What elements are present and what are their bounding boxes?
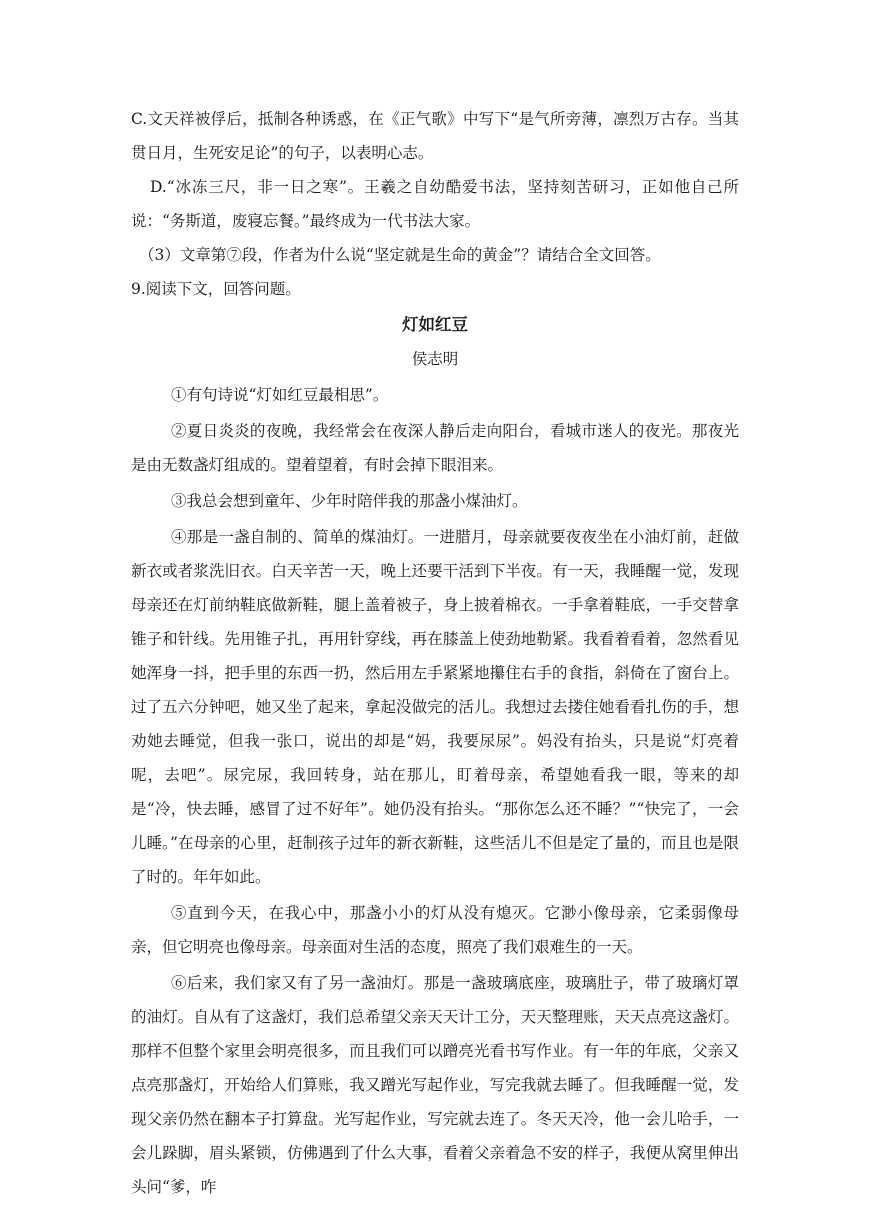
article-paragraph-4: ④那是一盏自制的、简单的煤油灯。一进腊月，母亲就要夜夜坐在小油灯前，赶做新衣或者浆洗旧衣。白天辛苦一天，晚上还要干活到下半夜。有一天，我睡醒一觉，发现母亲还在灯前纳鞋底做新鞋，腿上盖着被子，身上披着棉衣。一手拿着鞋底，一手交替拿锥子和针线。先用锥子扎，再用针穿线，再在膝盖上使劲地勒紧。我看着看着，忽然看见她浑身一抖，把手里的东西一扔，然后用左手紧紧地攥住右手的食指，斜倚在了窗台上。过了五六分钟吧，她又坐了起来，拿起没做完的活儿。我想过去搂住她看看扎伤的手，想劝她去睡觉，但我一张口，说出的却是“妈，我要尿尿”。妈没有抬头，只是说“灯亮着呢，去吧”。尿完尿，我回转身，站在那儿，盯着母亲，希望她看我一眼，等来的却是“冷，快去睡，感冒了过不好年”。她仍没有抬头。“那你怎么还不睡？”“快完了，一会儿睡。”在母亲的心里，赶制孩子过年的新衣新鞋，这些活儿不但是定了量的，而且也是限了时的。年年如此。: [131, 528, 739, 886]
article-paragraph-5: ⑤直到今天，在我心中，那盏小小的灯从没有熄灭。它渺小像母亲，它柔弱像母亲，但它明亮也像母亲。母亲面对生活的态度，照亮了我们艰难生的一天。: [131, 904, 739, 956]
option-d: D.“冰冻三尺，非一日之寒”。王羲之自幼酷爱书法，坚持刻苦研习，正如他自己所说：“务斯道，废寝忘餐。”最终成为一代书法大家。: [131, 178, 739, 230]
article-paragraph-2: ②夏日炎炎的夜晚，我经常会在夜深人静后走向阳台，看城市迷人的夜光。那夜光是由无数盏灯组成的。望着望着，有时会掉下眼泪来。: [131, 422, 739, 474]
question-9: 9.阅读下文，回答问题。: [131, 280, 301, 298]
question-3: （3）文章第⑦段，作者为什么说“坚定就是生命的黄金”？请结合全文回答。: [139, 246, 661, 264]
article-paragraph-3: ③我总会想到童年、少年时陪伴我的那盏小煤油灯。: [171, 492, 528, 510]
article-paragraph-6: ⑥后来，我们家又有了另一盏油灯。那是一盏玻璃底座，玻璃肚子，带了玻璃灯罩的油灯。自从有了这盏灯，我们总希望父亲天天计工分，天天整理账，天天点亮这盏灯。那样不但整个家里会明亮很多，而且我们可以蹭亮光看书写作业。有一年的年底，父亲又点亮那盏灯，开始给人们算账，我又蹭光写起作业，写完我就去睡了。但我睡醒一觉，发现父亲仍然在翻本子打算盘。光写起作业，写完就去连了。冬天天冷，他一会儿哈手，一会儿跺脚，眉头紧锁，仿佛遇到了什么大事，看着父亲着急不安的样子，我便从窝里伸出头问“爹，咋: [131, 974, 739, 1196]
article-paragraph-1: ①有句诗说“灯如红豆最相思”。: [171, 386, 389, 404]
document-page: [131, 102, 739, 1204]
article-author: 侯志明: [411, 350, 459, 368]
article-title: 灯如红豆: [402, 315, 468, 334]
option-c: C.文天祥被俘后，抵制各种诱惑，在《正气歌》中写下“是气所旁薄，凛烈万古存。当其贯日月，生死安足论”的句子，以表明心志。: [131, 110, 739, 162]
